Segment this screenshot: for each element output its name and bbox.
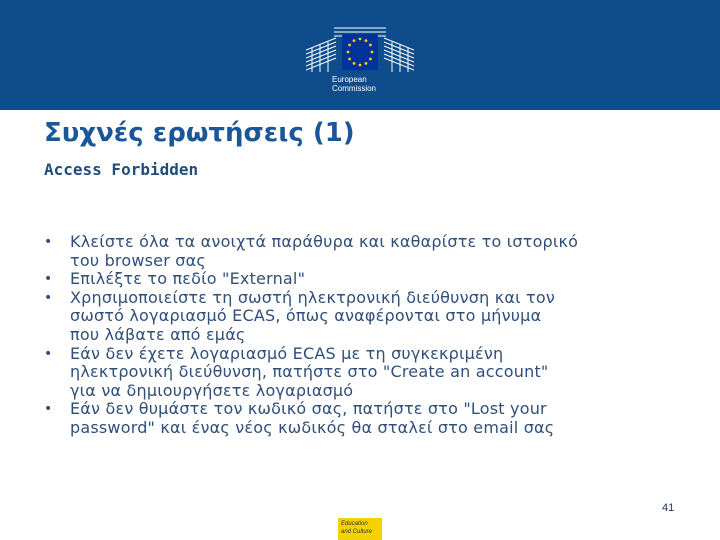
bullet-line: του browser σας (70, 250, 206, 270)
faq-bullet-list (44, 233, 684, 438)
bullet-item (44, 345, 684, 401)
bullet-dot-icon: • (44, 345, 53, 362)
bullet-dot-icon: • (44, 234, 53, 250)
bullet-item (44, 233, 684, 270)
logo-text-line2: Commission (332, 84, 377, 93)
bullet-line: Εάν δεν θυμάστε τον κωδικό σας, πατήστε στο "Lost your (70, 399, 547, 419)
bullet-line: για να δημιουργήσετε λογαριασμό (70, 380, 354, 400)
bullet-line: Εάν δεν έχετε λογαριασμό ECAS με τη συγκεκριμένη (70, 343, 504, 363)
bullet-item (44, 289, 684, 345)
bullet-dot-icon: • (44, 289, 53, 306)
bullet-item (44, 270, 684, 289)
bullet-line: που λάβατε από εμάς (70, 324, 246, 344)
logo-text-line1: European (332, 75, 367, 84)
commission-building-icon (306, 20, 414, 72)
page-title: Συχνές ερωτήσεις (1) (44, 118, 355, 148)
title-block (44, 118, 684, 179)
bullet-item (44, 400, 684, 437)
bullet-line: Χρησιμοποιείστε τη σωστή ηλεκτρονική διεύθυνση και τον (70, 287, 555, 307)
education-culture-badge (338, 518, 382, 540)
bullet-line: σωστό λογαριασμό ECAS, όπως αναφέρονται στο μήνυμα (70, 306, 542, 326)
footer-badge-line2: and Culture (341, 529, 373, 535)
bullet-line: Κλείστε όλα τα ανοιχτά παράθυρα και καθαρίστε το ιστορικό (70, 232, 579, 251)
bullet-dot-icon: • (44, 401, 53, 418)
footer-badge-line1: Education (341, 521, 368, 527)
bullet-line: ηλεκτρονική διεύθυνση, πατήστε στο "Create an account" (70, 362, 549, 382)
bullet-line: password" και ένας νέος κωδικός θα σταλεί στο email σας (70, 417, 555, 437)
bullet-line: Επιλέξτε το πεδίο "External" (70, 269, 306, 289)
page-number: 41 (662, 502, 675, 514)
european-commission-logo (300, 20, 420, 106)
page-subtitle: Access Forbidden (44, 160, 199, 179)
logo-text (332, 75, 412, 93)
bullet-dot-icon: • (44, 271, 53, 288)
